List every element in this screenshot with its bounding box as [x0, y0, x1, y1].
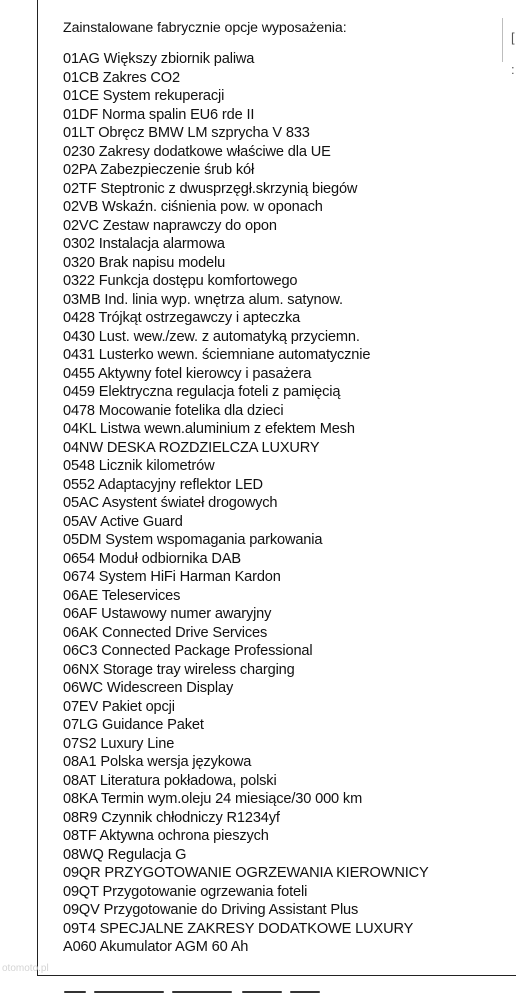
option-item: 01DF Norma spalin EU6 rde II [63, 106, 255, 123]
option-item: 02PA Zabezpieczenie śrub kół [63, 162, 255, 178]
option-item: 0654 Moduł odbiornika DAB [63, 550, 241, 567]
option-item: 0230 Zakresy dodatkowe właściwe dla UE [63, 143, 331, 160]
option-item: 06AK Connected Drive Services [63, 624, 268, 641]
option-item: 0548 Licznik kilometrów [63, 458, 215, 474]
option-item: 08AT Literatura pokładowa, polski [63, 772, 277, 789]
watermark: otomoto.pl [2, 963, 49, 974]
factory-options-list [63, 50, 429, 957]
option-item: 01LT Obręcz BMW LM szprycha V 833 [63, 125, 310, 141]
option-item: 06NX Storage tray wireless charging [63, 661, 295, 678]
option-item: 08KA Termin wym.oleju 24 miesiące/30 000 km [63, 791, 363, 807]
option-item: 09T4 SPECJALNE ZAKRESY DODATKOWE LUXURY [63, 920, 414, 937]
option-item: 01CE System rekuperacji [63, 88, 225, 104]
option-item: 08WQ Regulacja G [63, 846, 187, 863]
option-item: 09QT Przygotowanie ogrzewania foteli [63, 883, 308, 900]
option-item: 04KL Listwa wewn.aluminium z efektem Mesh [63, 421, 355, 437]
option-item: 02VB Wskaźn. ciśnienia pow. w oponach [63, 199, 323, 215]
option-item: 01AG Większy zbiornik paliwa [63, 51, 255, 67]
document-left-border [37, 0, 38, 976]
option-item: 02VC Zestaw naprawczy do opon [63, 217, 277, 234]
option-item: A060 Akumulator AGM 60 Ah [63, 939, 249, 955]
option-item: 05DM System wspomagania parkowania [63, 532, 323, 548]
adjacent-column-text-fragment: [ : [511, 30, 515, 77]
option-item: 07S2 Luxury Line [63, 735, 175, 752]
option-item: 0428 Trójkąt ostrzegawczy i apteczka [63, 310, 301, 326]
option-item: 08A1 Polska wersja językowa [63, 754, 252, 770]
cut-off-next-line [64, 991, 364, 999]
option-item: 06WC Widescreen Display [63, 680, 234, 696]
option-item: 03MB Ind. linia wyp. wnętrza alum. satynow. [63, 291, 343, 308]
option-item: 06AF Ustawowy numer awaryjny [63, 606, 272, 622]
option-item: 05AV Active Guard [63, 513, 183, 530]
option-item: 0302 Instalacja alarmowa [63, 236, 225, 252]
option-item: 09QV Przygotowanie do Driving Assistant Plus [63, 902, 359, 918]
option-item: 09QR PRZYGOTOWANIE OGRZEWANIA KIEROWNICY [63, 865, 429, 881]
option-item: 0320 Brak napisu modelu [63, 254, 226, 271]
option-item: 05AC Asystent świateł drogowych [63, 495, 278, 511]
option-item: 0322 Funkcja dostępu komfortowego [63, 273, 298, 289]
document-bottom-border [37, 975, 516, 976]
option-item: 0430 Lust. wew./zew. z automatyką przyciemn. [63, 328, 360, 345]
option-item: 01CB Zakres CO2 [63, 69, 180, 86]
option-item: 02TF Steptronic z dwusprzęgł.skrzynią biegów [63, 180, 358, 197]
option-item: 08TF Aktywna ochrona pieszych [63, 828, 269, 844]
option-item: 0478 Mocowanie fotelika dla dzieci [63, 402, 284, 419]
option-item: 07LG Guidance Paket [63, 717, 204, 733]
adjacent-column-divider [502, 18, 503, 62]
option-item: 04NW DESKA ROZDZIELCZA LUXURY [63, 439, 320, 456]
option-item: 0674 System HiFi Harman Kardon [63, 569, 281, 585]
option-item: 07EV Pakiet opcji [63, 698, 175, 715]
option-item: 0459 Elektryczna regulacja foteli z pamięcią [63, 384, 341, 400]
option-item: 08R9 Czynnik chłodniczy R1234yf [63, 809, 280, 826]
option-item: 0455 Aktywny fotel kierowcy i pasażera [63, 365, 312, 382]
option-item: 06AE Teleservices [63, 587, 181, 604]
option-item: 0431 Lusterko wewn. ściemniane automatycznie [63, 347, 371, 363]
options-heading: Zainstalowane fabrycznie opcje wyposażenia: [63, 20, 347, 36]
option-item: 0552 Adaptacyjny reflektor LED [63, 476, 263, 493]
option-item: 06C3 Connected Package Professional [63, 643, 313, 659]
